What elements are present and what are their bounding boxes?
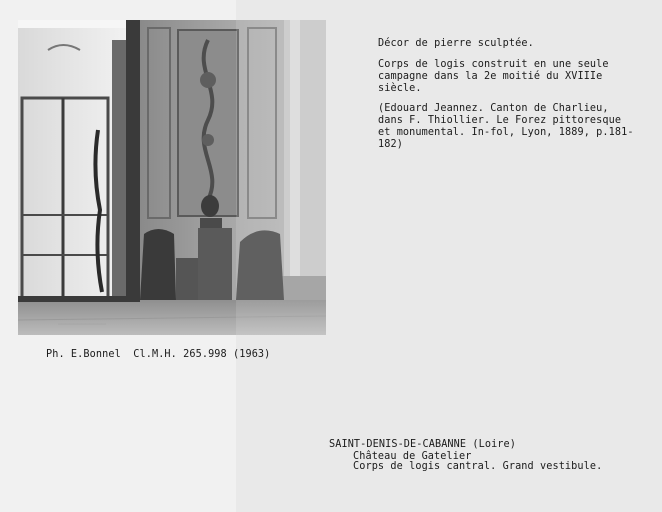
location-building: Château de Gatelier [353, 451, 472, 462]
location-commune: SAINT-DENIS-DE-CABANNE (Loire) [329, 439, 517, 450]
photo-illustration [18, 20, 326, 335]
bibliographic-reference: (Edouard Jeannez. Canton de Charlieu, dans F. Thiollier. Le Forez pittoresque et monumental. In-fol, Lyon, 1889, p.181- 182) [378, 103, 634, 150]
photograph [18, 20, 326, 335]
photo-credit: Ph. E.Bonnel Cl.M.H. 265.998 (1963) [46, 349, 271, 360]
description-body: Corps de logis construit en une seule campagne dans la 2e moitié du XVIIIe siècle. [378, 59, 609, 94]
description-title: Décor de pierre sculptée. [378, 38, 534, 49]
location-detail: Corps de logis cantral. Grand vestibule. [353, 461, 603, 472]
